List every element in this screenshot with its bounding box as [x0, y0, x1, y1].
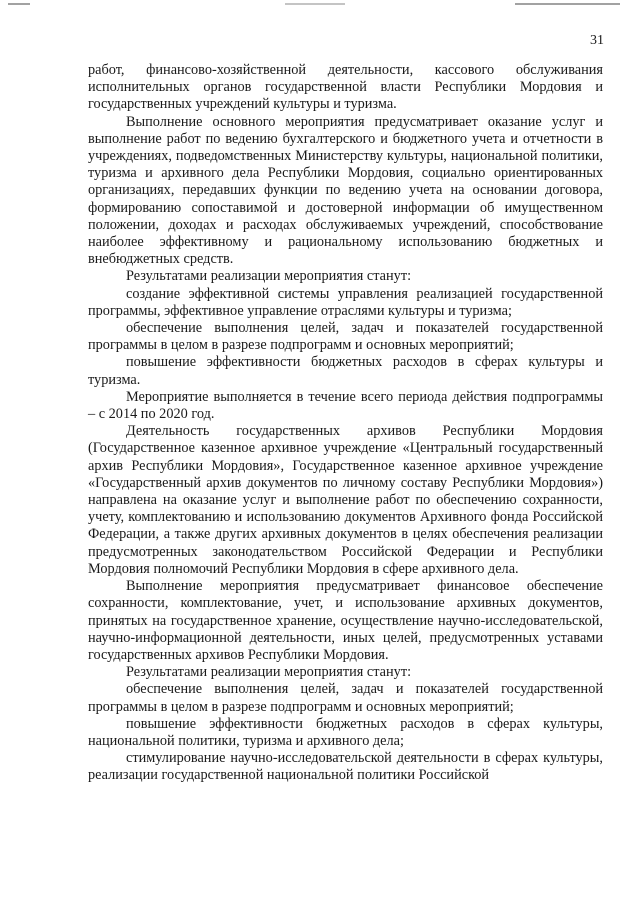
scan-artifacts-top [0, 0, 640, 14]
paragraph-13: стимулирование научно-исследовательской деятельности в сферах культуры, реализации государственной национальной политики Российской [88, 750, 603, 784]
paragraph-9: Выполнение мероприятия предусматривает финансовое обеспечение сохранности, комплектование, учет, и использование архивных документов, принятых на государственное хранение, осуществление научно-исследовательской, научно-информационной деятельности, иных целей, предусмотренных уставами государственных архивов Республики Мордовия. [88, 578, 603, 663]
paragraph-1: работ, финансово-хозяйственной деятельности, кассового обслуживания исполнительных органов государственной власти Республики Мордовия и государственных учреждений культуры и туризма. [88, 62, 603, 113]
paragraph-12: повышение эффективности бюджетных расходов в сферах культуры, национальной политики, туризма и архивного дела; [88, 715, 603, 749]
page-number: 31 [590, 33, 604, 48]
paragraph-7: Мероприятие выполняется в течение всего периода действия подпрограммы – с 2014 по 2020 год. [88, 388, 603, 423]
paragraph-10: Результатами реализации мероприятия станут: [126, 664, 412, 681]
paragraph-5: обеспечение выполнения целей, задач и показателей государственной программы в целом в разрезе подпрограмм и основных мероприятий; [88, 320, 603, 354]
paragraph-6: повышение эффективности бюджетных расходов в сферах культуры и туризма. [88, 354, 603, 388]
paragraph-8: Деятельность государственных архивов Республики Мордовия (Государственное казенное архивное учреждение «Центральный государственный архив Республики Мордовия», Государственное казенное архивное учреждение «Государственный архив документов по личному составу Республики Мордовия») направлена на оказание услуг и выполнение работ по обеспечению сохранности, учету, комплектованию и использованию документов Архивного фонда Российской Федерации, а также других архивных документов в целях обеспечения реализации предусмотренных законодательством Российской Федерации и Республики Мордовия полномочий Республики Мордовия в сфере архивного дела. [88, 423, 603, 577]
paragraph-4: создание эффективной системы управления реализацией государственной программы, эффективное управление отраслями культуры и туризма; [88, 285, 603, 319]
paragraph-11: обеспечение выполнения целей, задач и показателей государственной программы в целом в разрезе подпрограмм и основных мероприятий; [88, 681, 603, 715]
paragraph-3: Результатами реализации мероприятия станут: [126, 268, 412, 285]
document-body [88, 62, 603, 785]
paragraph-2: Выполнение основного мероприятия предусматривает оказание услуг и выполнение работ по ведению бухгалтерского и бюджетного учета и отчетности в учреждениях, подведомственных Министерству культуры, национальной политики, туризма и архивного дела Республики Мордовия, социально ориентированных организациях, передавших функции по ведению учета на основании договора, формированию сопоставимой и достоверной информации об имущественном положении, доходах и расходах обслуживаемых учреждений, способствование наиболее эффективному и рациональному использованию бюджетных и внебюджетных средств. [88, 113, 603, 268]
